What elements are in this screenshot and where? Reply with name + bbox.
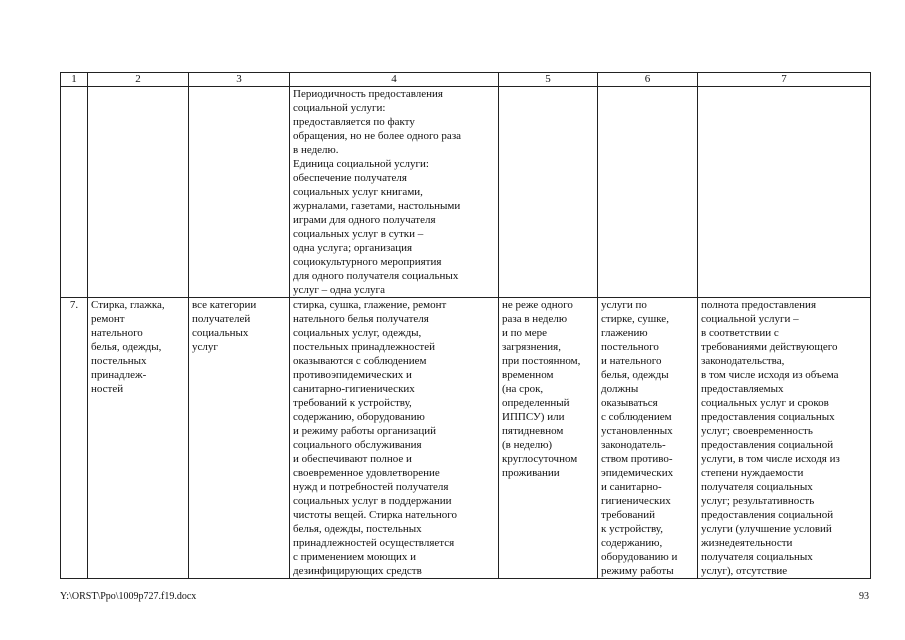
header-cell: 3 [189, 73, 290, 87]
table-header-row [61, 73, 871, 87]
table-cell-description: стирка, сушка, глажение, ремонт нательного белья получателя социальных услуг, одежды, постельных принадлежностей оказываются с соблюдением противоэпидемических и санитарно-гигиенических требований к устройству, содержанию, оборудованию и режиму работы организаций социального обслуживания и обеспечивают полное и своевременное удовлетворение нужд и потребностей получателя социальных услуг в поддержании чистоты вещей. Стирка нательного белья, одежды, постельных принадлежностей осуществляется с применением моющих и дезинфицирующих средств [290, 298, 499, 579]
table-cell-description: Периодичность предоставления социальной услуги: предоставляется по факту обращения, но не более одного раза в неделю. Единица социальной услуги: обеспечение получателя социальных услуг книгами, журналами, газетами, настольными играми для одного получателя социальных услуг в сутки – одна услуга; организация социокультурного мероприятия для одного получателя социальных услуг – одна услуга [290, 87, 499, 298]
services-table [60, 72, 871, 579]
table-cell-number [61, 87, 88, 298]
header-cell: 1 [61, 73, 88, 87]
table-cell-recipients [189, 87, 290, 298]
table-cell-frequency: не реже одного раза в неделю и по мере загрязнения, при постоянном, временном (на срок, определенный ИППСУ) или пятидневном (в неделю) круглосуточном проживании [499, 298, 598, 579]
table-cell-recipients: все категории получателей социальных услуг [189, 298, 290, 579]
table-cell-number: 7. [61, 298, 88, 579]
table-row [61, 87, 871, 298]
table-cell-quality: полнота предоставления социальной услуги – в соответствии с требованиями действующего законодательства, в том числе исходя из объема предоставляемых социальных услуг и сроков предоставления социальных услуг; своевременность предоставления социальной услуги, в том числе исходя из степени нуждаемости получателя социальных услуг; результативность предоставления социальной услуги (улучшение условий жизнедеятельности получателя социальных услуг), отсутствие [698, 298, 871, 579]
footer-file-path: Y:\ORST\Ppo\1009p727.f19.docx [60, 591, 197, 602]
table-cell-service [88, 87, 189, 298]
table-cell-quality [698, 87, 871, 298]
table-cell-service: Стирка, глажка, ремонт нательного белья, одежды, постельных принадлеж- ностей [88, 298, 189, 579]
table-cell-conditions: услуги по стирке, сушке, глажению постельного и нательного белья, одежды должны оказываться с соблюдением установленных законодатель- ством противо- эпидемических и санитарно- гигиенических требований к устройству, содержанию, оборудованию и режиму работы [598, 298, 698, 579]
table-row [61, 298, 871, 579]
footer-page-number: 93 [859, 591, 869, 602]
header-cell: 7 [698, 73, 871, 87]
table-cell-frequency [499, 87, 598, 298]
header-cell: 4 [290, 73, 499, 87]
header-cell: 6 [598, 73, 698, 87]
header-cell: 2 [88, 73, 189, 87]
header-cell: 5 [499, 73, 598, 87]
table-cell-conditions [598, 87, 698, 298]
